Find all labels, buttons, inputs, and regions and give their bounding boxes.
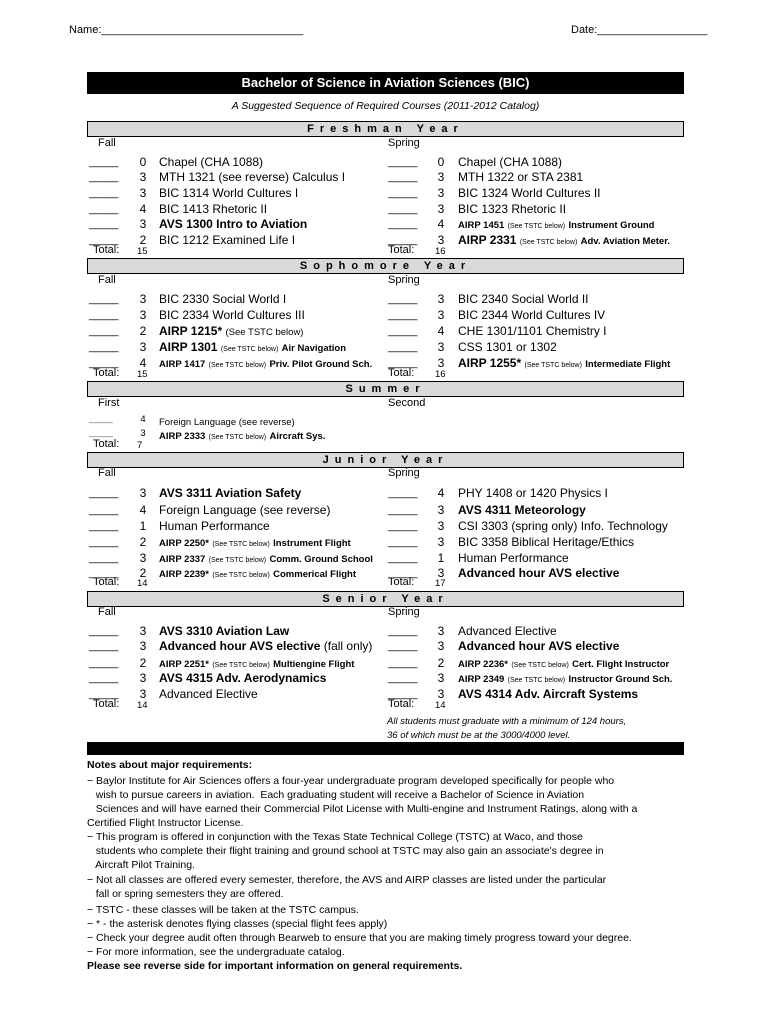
course-name (159, 428, 325, 442)
total-label-right: Total: (388, 698, 415, 710)
course-title: Advanced Elective (458, 624, 557, 638)
credit-hours: 3 (437, 233, 445, 247)
credit-hours: 3 (437, 170, 445, 184)
course-title: BIC 1323 Rhetoric II (458, 202, 567, 216)
course-subject: Intermediate Flight (585, 359, 671, 370)
total-value-right: 16 (435, 369, 446, 380)
year-header: Sophomore Year (87, 258, 684, 274)
course-name (458, 535, 634, 549)
course-name (458, 217, 654, 231)
blank-field[interactable]: _____ (388, 640, 418, 652)
blank-field[interactable]: _____ (388, 487, 418, 499)
course-name (159, 535, 351, 549)
tstc-note: (See TSTC below) (208, 362, 267, 369)
blank-field[interactable]: _____ (388, 625, 418, 637)
course-name (159, 186, 298, 200)
notes-divider-bar (87, 742, 684, 755)
blank-field[interactable]: _____ (89, 187, 119, 199)
tstc-note: (See TSTC below) (212, 662, 270, 669)
blank-field[interactable]: _____ (89, 413, 113, 423)
course-name (159, 503, 330, 517)
tstc-note: (See TSTC below) (511, 662, 569, 669)
total-value-left: 15 (137, 246, 148, 257)
course-title: BIC 2334 World Cultures III (159, 308, 305, 322)
total-label-left: Total: (93, 576, 120, 588)
course-title: CHE 1301/1101 Chemistry I (458, 324, 607, 338)
blank-field[interactable]: _____ (388, 309, 418, 321)
credit-hours: 4 (140, 414, 146, 425)
course-name (159, 324, 303, 338)
course-title: MTH 1322 or STA 2381 (458, 170, 584, 184)
credit-hours: 1 (139, 519, 147, 533)
credit-hours: 3 (139, 186, 147, 200)
note-line: Certified Flight Instructor License. (87, 817, 244, 829)
credit-hours: 2 (139, 566, 147, 580)
note-line: Sciences and will have earned their Commercial Pilot License with Multi-engine and Instrument Ratings, along with a (87, 803, 638, 815)
blank-field[interactable]: _____ (89, 552, 119, 564)
credit-hours: 3 (437, 292, 445, 306)
course-name (458, 324, 607, 338)
blank-field[interactable]: _____ (89, 625, 119, 637)
credit-hours: 3 (437, 535, 445, 549)
course-name (458, 624, 557, 638)
note-line: − Check your degree audit often through Bearweb to ensure that you are making timely progress toward your degree. (87, 932, 632, 944)
course-code: AIRP 1215* (159, 324, 223, 338)
blank-field[interactable]: _____ (89, 536, 119, 548)
blank-field[interactable]: _____ (89, 427, 113, 437)
credit-hours: 3 (437, 671, 445, 685)
course-title: BIC 1314 World Cultures I (159, 186, 299, 200)
blank-field[interactable]: _____ (388, 203, 418, 215)
total-value-left: 14 (137, 578, 148, 589)
credit-hours: 3 (139, 340, 147, 354)
total-value-right: 17 (435, 578, 446, 589)
total-value-right: 14 (435, 700, 446, 711)
course-name (159, 551, 373, 565)
course-title: Chapel (CHA 1088) (159, 155, 264, 169)
course-subject: Adv. Aviation Meter. (580, 236, 671, 247)
tstc-note: (See TSTC below) (225, 327, 304, 338)
course-name (458, 186, 601, 200)
course-subject: Instrument Ground (568, 220, 655, 231)
course-title: PHY 1408 or 1420 Physics I (458, 486, 608, 500)
course-name (159, 155, 263, 169)
credit-hours: 3 (437, 566, 445, 580)
course-name (458, 486, 608, 500)
blank-field[interactable]: _____ (388, 341, 418, 353)
course-title: AVS 4315 Adv. Aerodynamics (159, 671, 327, 685)
credit-hours: 3 (437, 687, 445, 701)
blank-field[interactable]: _____ (388, 688, 418, 700)
tstc-note: (See TSTC below) (212, 572, 270, 579)
credit-hours: 2 (139, 535, 147, 549)
course-name (159, 233, 295, 247)
graduation-note-2: 36 of which must be at the 3000/4000 level. (387, 730, 571, 741)
blank-field[interactable]: _____ (388, 234, 418, 246)
credit-hours: 4 (437, 217, 445, 231)
total-label-right: Total: (388, 367, 415, 379)
note-line: − Baylor Institute for Air Sciences offers a four-year undergraduate program developed specifically for people who (87, 775, 615, 787)
course-name (458, 639, 619, 653)
course-title: Advanced Elective (159, 687, 258, 701)
credit-hours: 3 (437, 340, 445, 354)
course-code: AIRP 2239* (159, 569, 209, 580)
credit-hours: 3 (437, 503, 445, 517)
term-label-right: Spring (388, 606, 420, 618)
blank-field[interactable]: _____ (89, 234, 119, 246)
term-label-right: Spring (388, 467, 420, 479)
blank-field[interactable]: _____ (89, 325, 119, 337)
blank-field[interactable]: _____ (388, 218, 418, 230)
course-subject: Priv. Pilot Ground Sch. (269, 359, 373, 370)
credit-hours: 3 (437, 186, 445, 200)
course-name (458, 519, 668, 533)
note-line: students who complete their flight training and ground school at TSTC may also gain an associate's degree in (87, 845, 604, 857)
year-header: Senior Year (87, 591, 684, 607)
total-label-right: Total: (388, 244, 415, 256)
term-label-left: Fall (98, 274, 116, 286)
blank-field[interactable]: _____ (388, 536, 418, 548)
page-title: Bachelor of Science in Aviation Sciences (BIC) (87, 72, 684, 94)
credit-hours: 3 (139, 486, 147, 500)
course-title: Advanced hour AVS elective (159, 639, 321, 653)
course-title: BIC 3358 Biblical Heritage/Ethics (458, 535, 635, 549)
term-label-left: Fall (98, 467, 116, 479)
blank-field[interactable]: _____ (89, 293, 119, 305)
notes-heading: Notes about major requirements: (87, 759, 253, 771)
blank-field[interactable]: _____ (388, 552, 418, 564)
credit-hours: 3 (437, 308, 445, 322)
tstc-note: (See TSTC below) (507, 223, 566, 230)
credit-hours: 2 (139, 324, 147, 338)
course-title: BIC 2330 Social World I (159, 292, 287, 306)
graduation-note-1: All students must graduate with a minimum of 124 hours, (387, 716, 627, 727)
course-title: Human Performance (458, 551, 569, 565)
note-line: − TSTC - these classes will be taken at the TSTC campus. (87, 904, 359, 916)
course-title: BIC 2340 Social World II (458, 292, 589, 306)
course-name (458, 170, 583, 184)
course-name (458, 551, 569, 565)
course-name (458, 656, 669, 670)
course-name (458, 356, 670, 370)
course-name (458, 292, 589, 306)
course-name (159, 414, 295, 428)
course-subject: Instructor Ground Sch. (568, 674, 673, 685)
credit-hours: 0 (139, 155, 147, 169)
date-field[interactable]: Date:__________________ (571, 24, 708, 36)
course-name (159, 687, 258, 701)
blank-field[interactable]: _____ (89, 341, 119, 353)
course-name (159, 486, 301, 500)
credit-hours: 3 (139, 217, 147, 231)
course-title: Foreign Language (see reverse) (159, 503, 331, 517)
course-title: Advanced hour AVS elective (458, 566, 620, 580)
course-suffix: (fall only) (323, 639, 373, 653)
course-name (458, 202, 566, 216)
tstc-note: (See TSTC below) (220, 346, 279, 353)
course-subject: Instrument Flight (273, 538, 351, 549)
tstc-note: (See TSTC below) (208, 557, 267, 564)
year-header: Summer (87, 381, 684, 397)
blank-field[interactable]: _____ (89, 567, 119, 579)
notes-footer: Please see reverse side for important information on general requirements. (87, 960, 463, 972)
course-code: AIRP 2349 (458, 674, 505, 685)
term-label-right: Second (388, 397, 426, 409)
total-label-left: Total: (93, 244, 120, 256)
course-title: BIC 1413 Rhetoric II (159, 202, 268, 216)
credit-hours: 3 (437, 624, 445, 638)
blank-field[interactable]: _____ (388, 171, 418, 183)
credit-hours: 3 (139, 639, 147, 653)
total-value-left: 14 (137, 700, 148, 711)
blank-field[interactable]: _____ (89, 487, 119, 499)
course-title: AVS 1300 Intro to Aviation (159, 217, 308, 231)
course-title: BIC 1212 Examined Life I (159, 233, 296, 247)
course-title: CSI 3303 (spring only) Info. Technology (458, 519, 668, 533)
term-label-left: Fall (98, 606, 116, 618)
credit-hours: 3 (437, 519, 445, 533)
course-subject: Aircraft Sys. (269, 431, 326, 442)
credit-hours: 3 (139, 687, 147, 701)
course-code: AIRP 2333 (159, 431, 206, 442)
blank-field[interactable]: _____ (89, 504, 119, 516)
blank-field[interactable]: _____ (388, 293, 418, 305)
credit-hours: 2 (437, 656, 445, 670)
year-header: Junior Year (87, 452, 684, 468)
credit-hours: 3 (139, 292, 147, 306)
course-code: AIRP 2236* (458, 659, 508, 670)
course-name (458, 503, 586, 517)
note-line: − This program is offered in conjunction with the Texas State Technical College (TSTC) at Waco, and those (87, 831, 583, 843)
credit-hours: 3 (139, 624, 147, 638)
course-name (159, 566, 356, 580)
term-label-left: First (98, 397, 120, 409)
note-line: − For more information, see the undergraduate catalog. (87, 946, 345, 958)
course-name (458, 155, 562, 169)
credit-hours: 4 (139, 202, 147, 216)
credit-hours: 3 (437, 639, 445, 653)
total-label-left: Total: (93, 367, 120, 379)
blank-field[interactable]: _____ (89, 357, 119, 369)
note-line: − Not all classes are offered every semester, therefore, the AVS and AIRP classes are listed under the particular (87, 874, 607, 886)
blank-field[interactable]: _____ (388, 657, 418, 669)
credit-hours: 3 (437, 202, 445, 216)
course-title: Advanced hour AVS elective (458, 639, 620, 653)
credit-hours: 2 (139, 233, 147, 247)
course-title: Foreign Language (see reverse) (159, 417, 295, 428)
course-code: AIRP 1451 (458, 220, 505, 231)
course-code: AIRP 1417 (159, 359, 206, 370)
course-code: AIRP 2250* (159, 538, 209, 549)
term-label-left: Fall (98, 137, 116, 149)
blank-field[interactable]: _____ (89, 171, 119, 183)
course-name (159, 656, 354, 670)
course-title: BIC 1324 World Cultures II (458, 186, 601, 200)
course-name (159, 340, 346, 354)
course-title: AVS 4311 Meteorology (458, 503, 586, 517)
course-title: BIC 2344 World Cultures IV (458, 308, 606, 322)
blank-field[interactable]: _____ (388, 357, 418, 369)
credit-hours: 4 (437, 486, 445, 500)
course-title: Chapel (CHA 1088) (458, 155, 563, 169)
course-code: AIRP 2251* (159, 659, 209, 670)
course-name (458, 233, 670, 247)
course-name (458, 308, 605, 322)
credit-hours: 0 (437, 155, 445, 169)
blank-field[interactable]: _____ (89, 688, 119, 700)
course-name (159, 671, 326, 685)
total-value-left: 7 (137, 440, 143, 451)
credit-hours: 3 (140, 428, 146, 439)
course-name (458, 340, 557, 354)
course-code: AIRP 2337 (159, 554, 206, 565)
credit-hours: 4 (139, 503, 147, 517)
page-subtitle: A Suggested Sequence of Required Courses (2011-2012 Catalog) (231, 100, 540, 112)
note-line: fall or spring semesters they are offered. (87, 888, 284, 900)
term-label-right: Spring (388, 274, 420, 286)
tstc-note: (See TSTC below) (208, 434, 267, 441)
course-code: AIRP 1255* (458, 356, 522, 370)
course-title: MTH 1321 (see reverse) Calculus I (159, 170, 346, 184)
note-line: Aircraft Pilot Training. (87, 859, 195, 871)
year-header: Freshman Year (87, 121, 684, 137)
credit-hours: 3 (139, 308, 147, 322)
credit-hours: 3 (139, 551, 147, 565)
blank-field[interactable]: _____ (89, 309, 119, 321)
credit-hours: 1 (437, 551, 445, 565)
course-name (159, 217, 307, 231)
blank-field[interactable]: _____ (388, 325, 418, 337)
course-code: AIRP 2331 (458, 233, 517, 247)
course-title: CSS 1301 or 1302 (458, 340, 557, 354)
blank-field[interactable]: _____ (89, 657, 119, 669)
course-name (458, 566, 619, 580)
tstc-note: (See TSTC below) (519, 239, 578, 246)
credit-hours: 4 (139, 356, 147, 370)
course-title: AVS 3311 Aviation Safety (159, 486, 302, 500)
course-name (458, 687, 638, 701)
credit-hours: 4 (437, 324, 445, 338)
blank-field[interactable]: _____ (89, 520, 119, 532)
course-subject: Cert. Flight Instructor (572, 659, 670, 670)
course-name (159, 639, 372, 653)
blank-field[interactable]: _____ (388, 520, 418, 532)
name-field[interactable]: Name:_________________________________ (69, 24, 304, 36)
blank-field[interactable]: _____ (388, 156, 418, 168)
tstc-note: (See TSTC below) (507, 677, 566, 684)
total-label-right: Total: (388, 576, 415, 588)
course-title: Human Performance (159, 519, 270, 533)
course-name (159, 519, 270, 533)
course-title: AVS 3310 Aviation Law (159, 624, 290, 638)
total-label-left: Total: (93, 438, 120, 450)
total-value-right: 16 (435, 246, 446, 257)
course-name (159, 292, 286, 306)
blank-field[interactable]: _____ (388, 187, 418, 199)
course-name (159, 308, 305, 322)
note-line: − * - the asterisk denotes flying classes (special flight fees apply) (87, 918, 388, 930)
tstc-note: (See TSTC below) (212, 541, 270, 548)
blank-field[interactable]: _____ (89, 672, 119, 684)
term-label-right: Spring (388, 137, 420, 149)
total-label-left: Total: (93, 698, 120, 710)
course-name (458, 671, 672, 685)
blank-field[interactable]: _____ (388, 504, 418, 516)
course-subject: Air Navigation (281, 343, 347, 354)
course-name (159, 202, 267, 216)
course-subject: Comm. Ground School (269, 554, 373, 565)
total-value-left: 15 (137, 369, 148, 380)
course-code: AIRP 1301 (159, 340, 218, 354)
blank-field[interactable]: _____ (89, 218, 119, 230)
course-subject: Commerical Flight (273, 569, 357, 580)
credit-hours: 2 (139, 656, 147, 670)
course-name (159, 356, 372, 370)
course-title: AVS 4314 Adv. Aircraft Systems (458, 687, 639, 701)
blank-field[interactable]: _____ (388, 567, 418, 579)
credit-hours: 3 (437, 356, 445, 370)
course-name (159, 170, 345, 184)
note-line: wish to pursue careers in aviation. Each graduating student will receive a Bachelor of Science in Aviation (87, 789, 585, 801)
tstc-note: (See TSTC below) (524, 362, 582, 369)
course-subject: Multiengine Flight (273, 659, 355, 670)
blank-field[interactable]: _____ (388, 672, 418, 684)
course-name (159, 624, 289, 638)
credit-hours: 3 (139, 671, 147, 685)
blank-field[interactable]: _____ (89, 203, 119, 215)
credit-hours: 3 (139, 170, 147, 184)
blank-field[interactable]: _____ (89, 156, 119, 168)
blank-field[interactable]: _____ (89, 640, 119, 652)
